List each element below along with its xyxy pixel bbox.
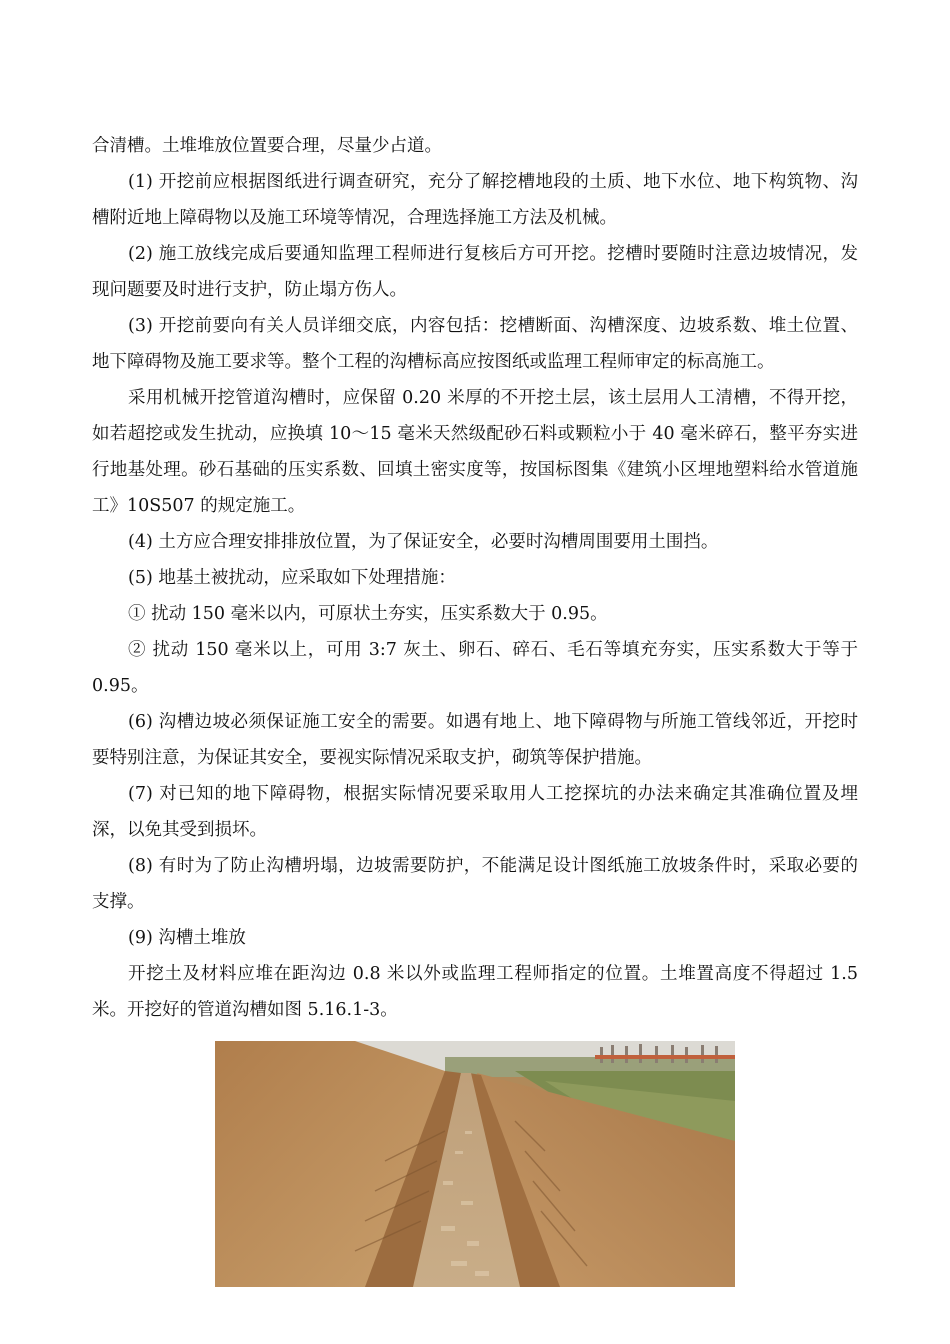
trench-photo-icon xyxy=(215,1041,735,1287)
paragraph: 采用机械开挖管道沟槽时，应保留 0.20 米厚的不开挖土层，该土层用人工清槽，不得开挖，如若超挖或发生扰动，应换填 10～15 毫米天然级配砂石料或颗粒小于 40 毫米碎石，整平夯实进行地基处理。砂石基础的压实系数、回填土密实度等，按国标图集《建筑小区埋地塑料给水管道施工》10S507 的规定施工。 xyxy=(92,388,858,516)
trench-photo xyxy=(215,1041,735,1287)
paragraph: (5) 地基土被扰动，应采取如下处理措施： xyxy=(128,568,456,588)
paragraph: (4) 土方应合理安排排放位置，为了保证安全，必要时沟槽周围要用土围挡。 xyxy=(128,532,719,552)
paragraph: (7) 对已知的地下障碍物，根据实际情况要采取用人工挖探坑的办法来确定其准确位置及埋深，以免其受到损坏。 xyxy=(92,784,858,840)
paragraph: (8) 有时为了防止沟槽坍塌，边坡需要防护，不能满足设计图纸施工放坡条件时，采取必要的支撑。 xyxy=(92,856,858,912)
paragraph: (9) 沟槽土堆放 xyxy=(128,928,246,948)
paragraph: (1) 开挖前应根据图纸进行调查研究，充分了解挖槽地段的土质、地下水位、地下构筑物、沟槽附近地上障碍物以及施工环境等情况，合理选择施工方法及机械。 xyxy=(92,172,858,228)
paragraph: (3) 开挖前要向有关人员详细交底，内容包括：挖槽断面、沟槽深度、边坡系数、堆土位置、地下障碍物及施工要求等。整个工程的沟槽标高应按图纸或监理工程师审定的标高施工。 xyxy=(92,316,858,372)
paragraph: (2) 施工放线完成后要通知监理工程师进行复核后方可开挖。挖槽时要随时注意边坡情况，发现问题要及时进行支护，防止塌方伤人。 xyxy=(92,244,858,300)
paragraph: 合清槽。土堆堆放位置要合理，尽量少占道。 xyxy=(92,136,442,156)
document-body xyxy=(92,128,858,1028)
paragraph: (6) 沟槽边坡必须保证施工安全的需要。如遇有地上、地下障碍物与所施工管线邻近，开挖时要特别注意，为保证其安全，要视实际情况采取支护，砌筑等保护措施。 xyxy=(92,712,858,768)
paragraph: 开挖土及材料应堆在距沟边 0.8 米以外或监理工程师指定的位置。土堆置高度不得超过 1.5 米。开挖好的管道沟槽如图 5.16.1-3。 xyxy=(92,964,858,1020)
paragraph: ② 扰动 150 毫米以上，可用 3:7 灰土、卵石、碎石、毛石等填充夯实，压实系数大于等于 0.95。 xyxy=(92,640,858,696)
paragraph: ① 扰动 150 毫米以内，可原状土夯实，压实系数大于 0.95。 xyxy=(128,604,608,624)
